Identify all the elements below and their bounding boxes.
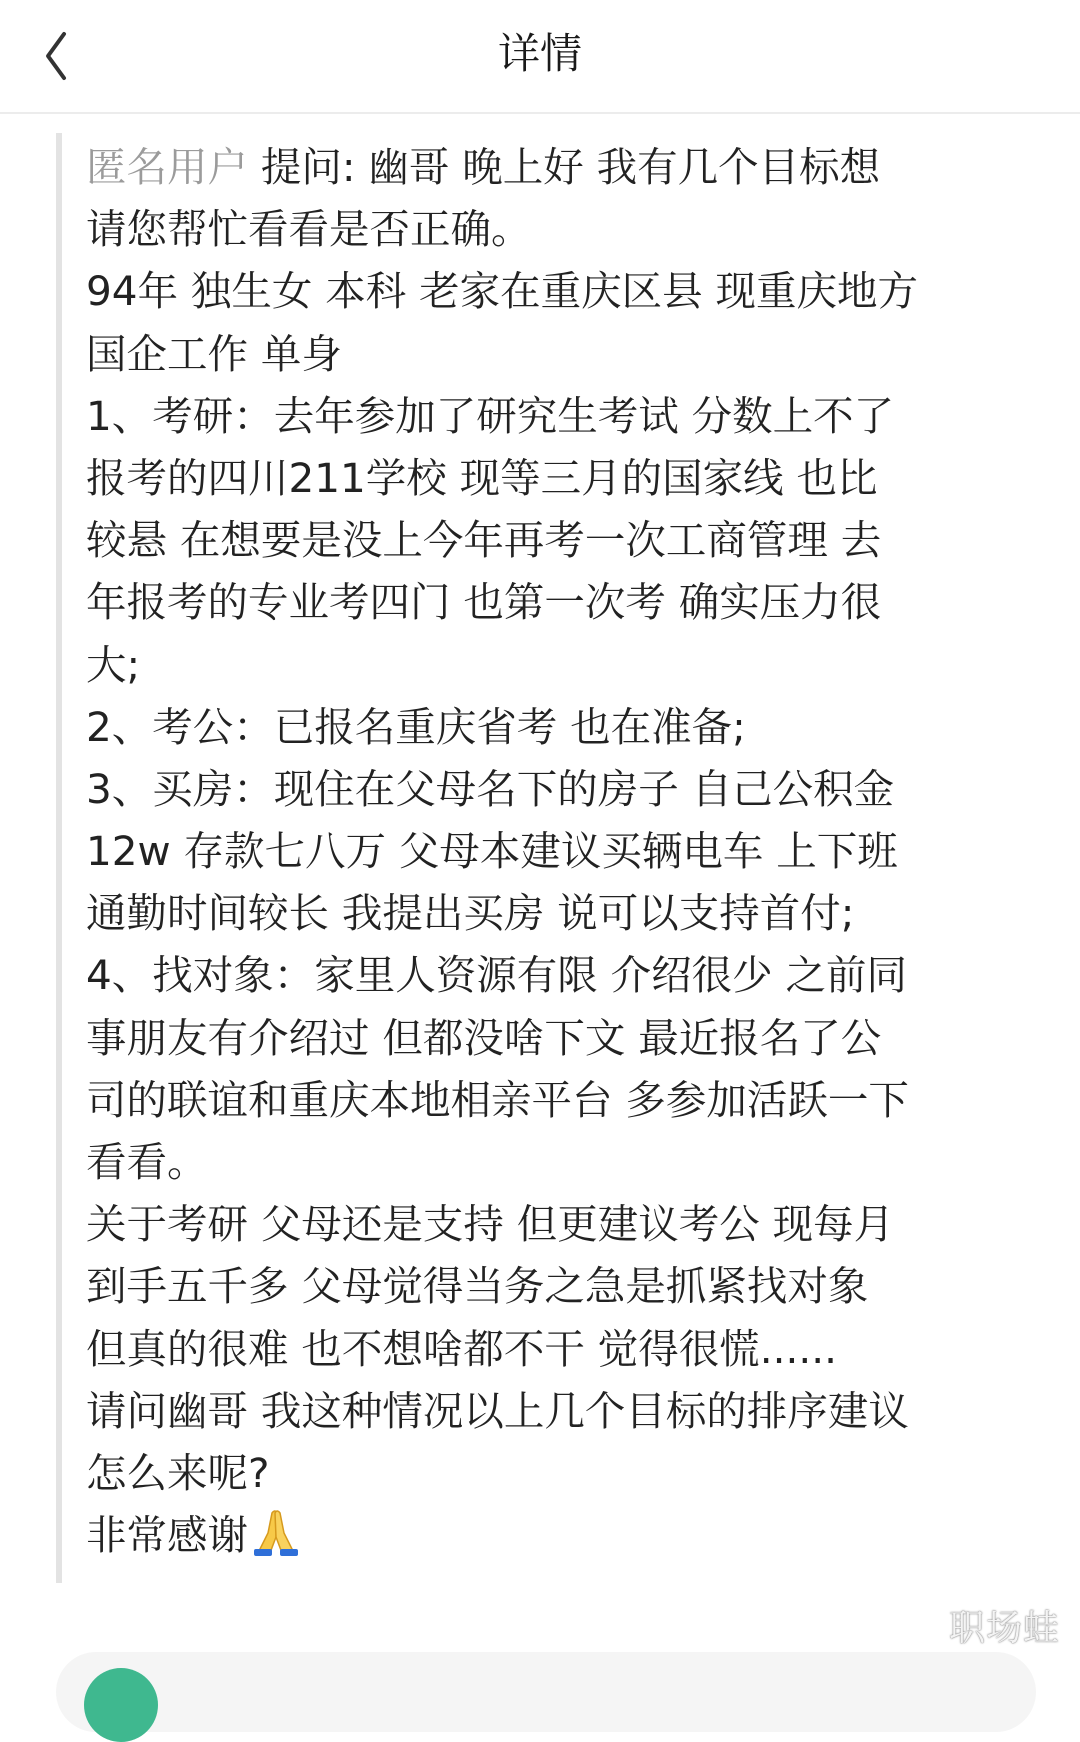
question-line: 关于考研 父母还是支持 但更建议考公 现每月 [86, 1200, 895, 1249]
question-content [86, 136, 1046, 1566]
top-nav-bar [0, 0, 1080, 114]
question-text: 提问: 幽哥 晚上好 我有几个目标想 [248, 143, 881, 191]
question-line: 国企工作 单身 [86, 329, 342, 378]
question-line: 司的联谊和重庆本地相亲平台 多参加活跃一下 [86, 1075, 909, 1124]
question-line: 通勤时间较长 我提出买房 说可以支持首付; [86, 889, 855, 938]
thanks-text: 非常感谢 [86, 1511, 248, 1560]
question-line: 请您帮忙看看是否正确。 [86, 205, 532, 254]
avatar[interactable] [84, 1668, 158, 1742]
question-line: 但真的很难 也不想啥都不干 觉得很慌...... [86, 1324, 837, 1373]
question-line: 请问幽哥 我这种情况以上几个目标的排序建议 [86, 1386, 909, 1435]
question-line: 12w 存款七八万 父母本建议买辆电车 上下班 [86, 827, 898, 876]
question-line: 到手五千多 父母觉得当务之急是抓紧找对象 [86, 1262, 869, 1311]
question-line: 事朋友有介绍过 但都没啥下文 最近报名了公 [86, 1013, 882, 1062]
bottom-card[interactable] [56, 1652, 1036, 1732]
author-name[interactable]: 匿名用户 [86, 143, 248, 191]
question-line: 看看。 [86, 1138, 208, 1186]
question-line: 94年 独生女 本科 老家在重庆区县 现重庆地方 [86, 267, 919, 316]
question-line: 报考的四川211学校 现等三月的国家线 也比 [86, 453, 878, 502]
question-line: 年报考的专业考四门 也第一次考 确实压力很 [86, 578, 882, 627]
question-line: 3、买房：现住在父母名下的房子 自己公积金 [86, 764, 895, 813]
watermark-text: 职场蛙 [948, 1608, 1060, 1649]
page-title: 详情 [497, 29, 582, 78]
question-line: 较悬 在想要是没上今年再考一次工商管理 去 [86, 516, 882, 565]
question-line-1 [86, 136, 1046, 198]
question-line: 大; [86, 640, 141, 689]
question-line: 2、考公：已报名重庆省考 也在准备; [86, 702, 746, 751]
quote-bar [56, 133, 62, 1583]
praying-hands-icon [250, 1507, 302, 1574]
question-line: 4、找对象：家里人资源有限 介绍很少 之前同 [86, 951, 908, 1000]
question-line: 1、考研：去年参加了研究生考试 分数上不了 [86, 391, 895, 440]
question-line: 怎么来呢? [86, 1448, 270, 1497]
question-line-last [86, 1504, 1046, 1566]
